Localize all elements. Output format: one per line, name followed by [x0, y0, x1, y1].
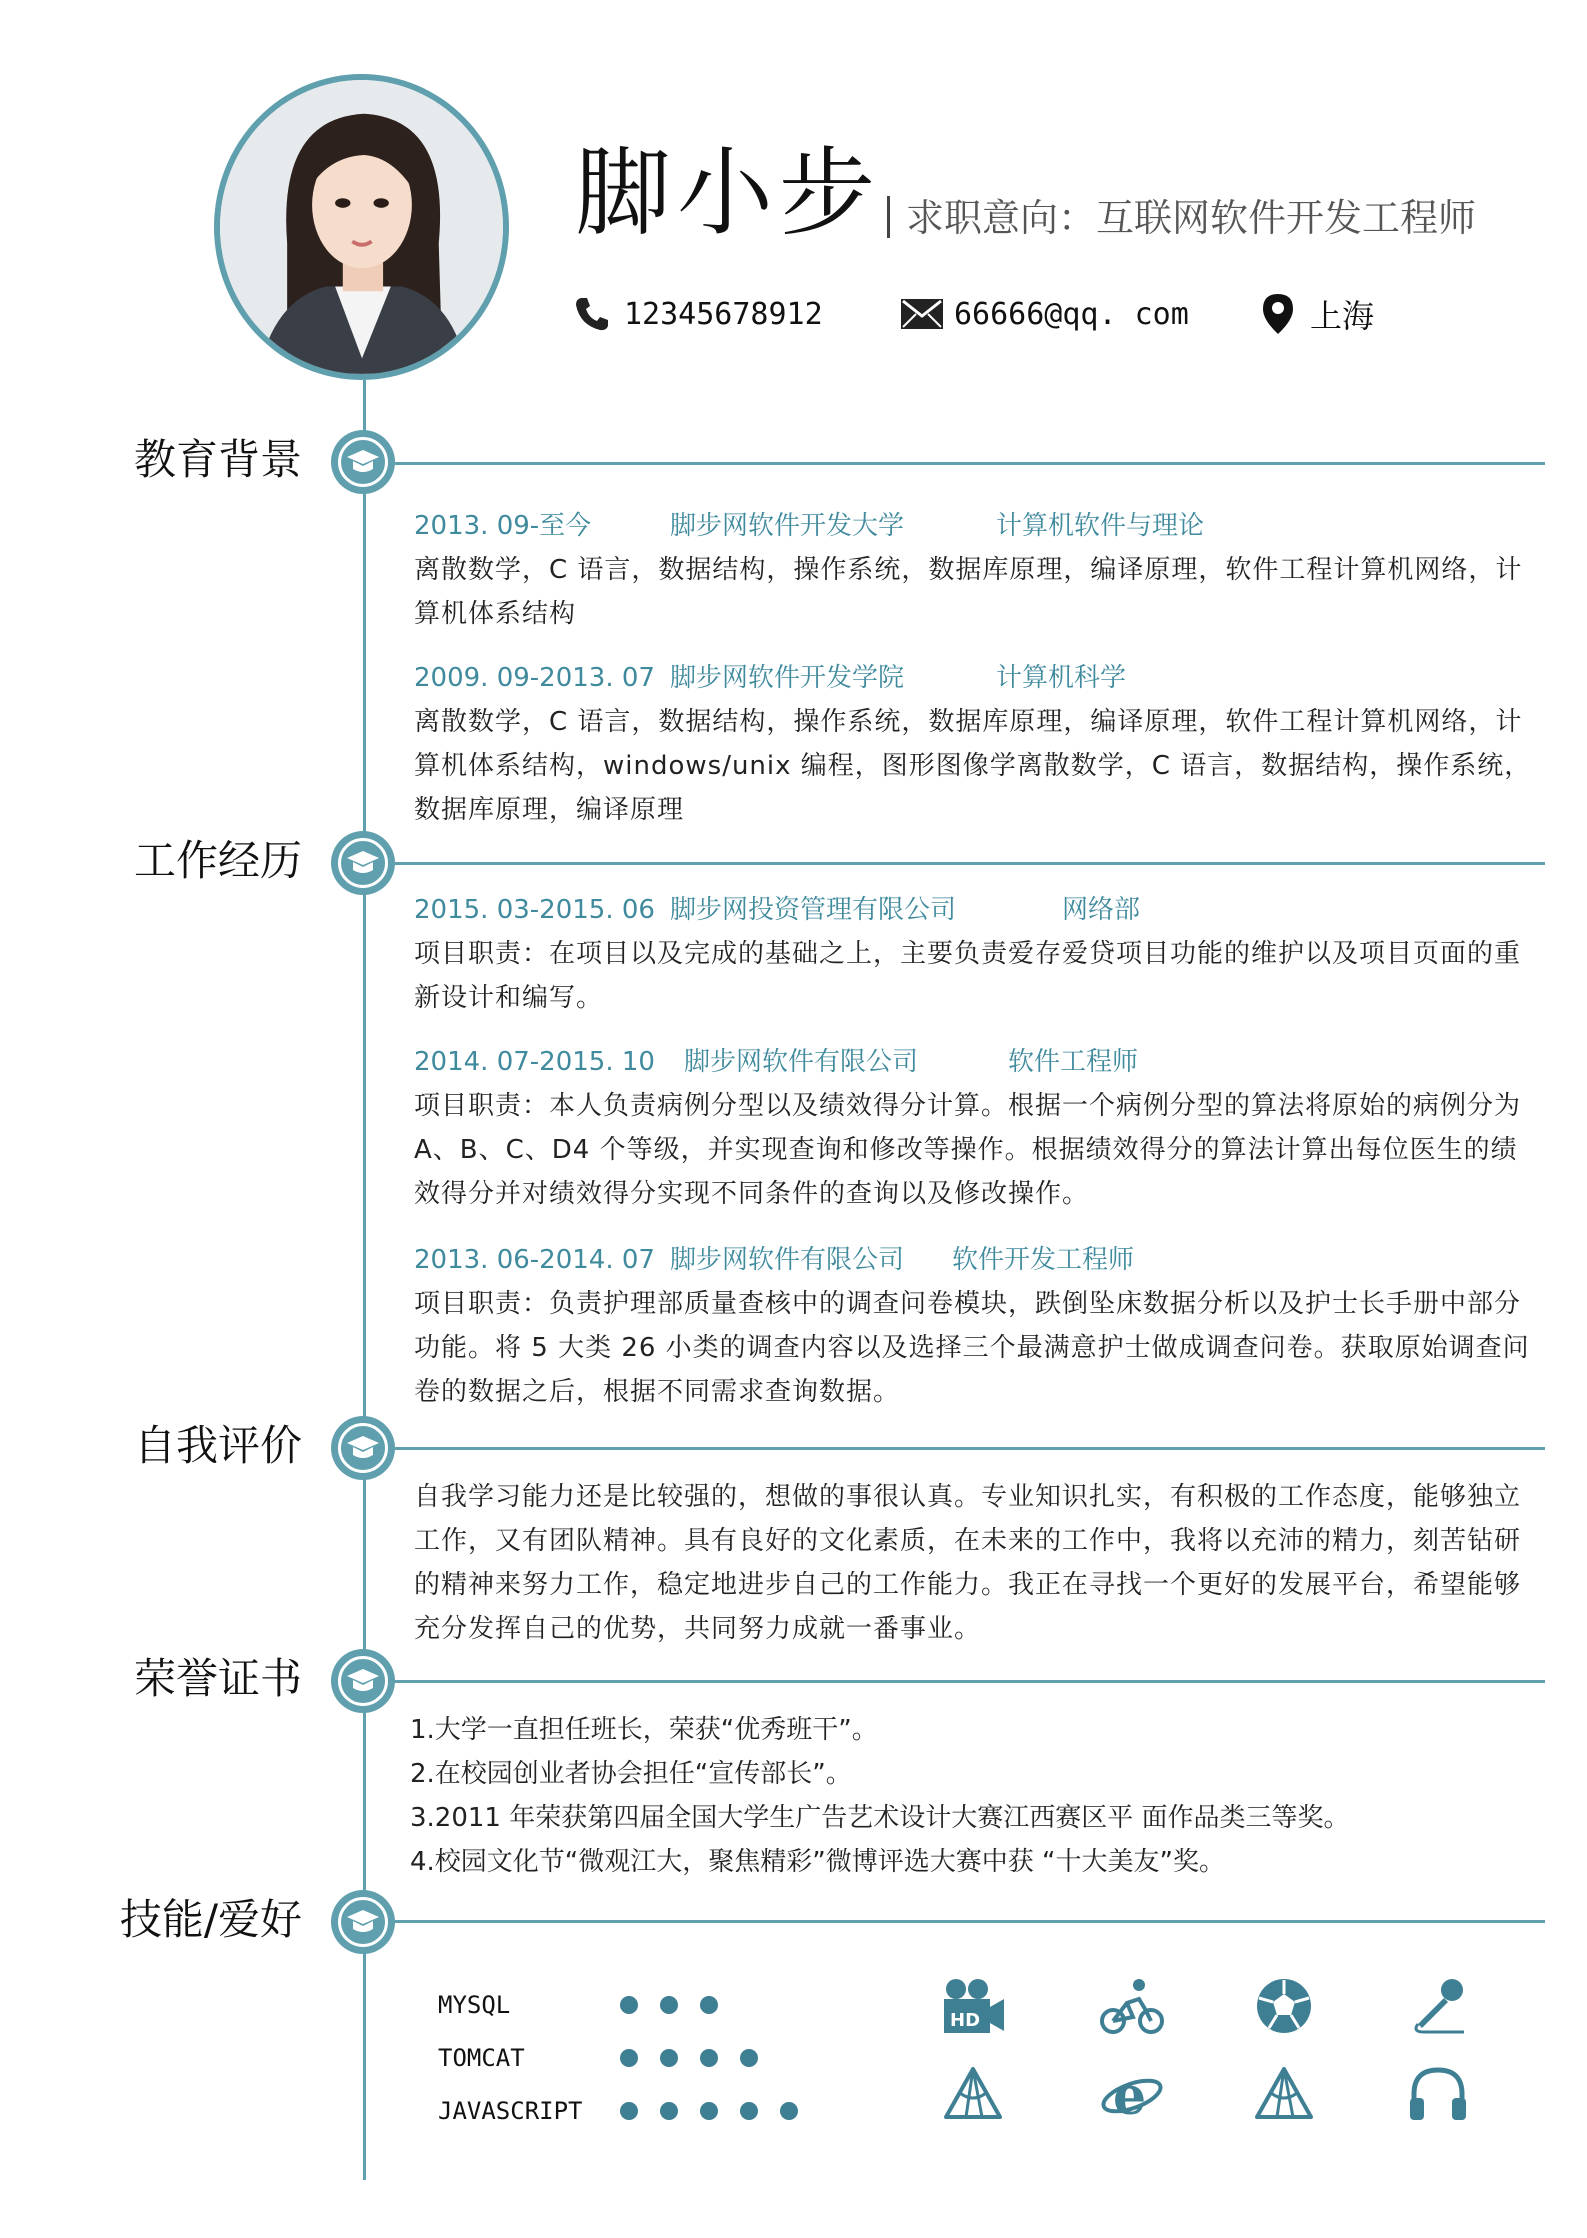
candidate-name: 脚小步: [575, 137, 881, 249]
education-row-head: [414, 506, 1514, 546]
work-date: 2013. 06-2014. 07: [414, 1245, 655, 1275]
skill-dot: [620, 2049, 638, 2067]
svg-text:e: e: [1113, 2066, 1147, 2124]
hd-camera-icon: [937, 1970, 1009, 2042]
section-rule: [395, 1920, 1545, 1923]
work-desc: 项目职责：负责护理部质量查核中的调查问卷模块，跌倒坠床数据分析以及护士长手册中部分功能。将 5 大类 26 小类的调查内容以及选择三个最满意护士做成调查问卷。获取原始调查问卷的数据之后，根据不同需求查询数据。: [414, 1289, 1530, 1407]
list-item: 3.2011 年荣获第四届全国大学生广告艺术设计大赛江西赛区平 面作品类三等奖。: [410, 1803, 1350, 1833]
skill-name: JAVASCRIPT: [438, 2097, 583, 2125]
headphones-icon: [1402, 2058, 1474, 2130]
section-title-self-eval: 自我评价: [133, 1421, 302, 1470]
email-address: 66666@qq. com: [954, 296, 1189, 332]
work-date: 2014. 07-2015. 10: [414, 1047, 655, 1077]
microphone-icon: [1402, 1970, 1474, 2042]
section-title-education: 教育背景: [133, 435, 302, 484]
education-row-head: [414, 658, 1514, 698]
education-major: 计算机软件与理论: [996, 511, 1205, 541]
education-date: 2013. 09-至今: [414, 511, 592, 541]
work-desc: 项目职责：本人负责病例分型以及绩效得分计算。根据一个病例分型的算法将原始的病例分为 A、B、C、D4 个等级，并实现查询和修改等操作。根据绩效得分的算法计算出每位医生的绩效得分并对绩效得分实现不同条件的查询以及修改操作。: [414, 1091, 1522, 1209]
internet-explorer-icon: [1096, 2058, 1168, 2130]
work-row-head: [414, 1240, 1514, 1280]
job-objective: 求职意向：互联网软件开发工程师: [906, 196, 1477, 240]
title-separator: [887, 196, 890, 238]
skill-level: [620, 2040, 780, 2076]
section-title-work: 工作经历: [133, 836, 302, 885]
work-role: 网络部: [1062, 895, 1141, 925]
skill-dot: [660, 1996, 678, 2014]
mail-icon: [900, 292, 944, 336]
work-company: 脚步网软件有限公司: [684, 1047, 919, 1077]
avatar-portrait: [220, 80, 503, 374]
skill-dot: [780, 2102, 798, 2120]
skill-dot: [700, 1996, 718, 2014]
list-item: 1.大学一直担任班长，荣获“优秀班干”。: [410, 1715, 878, 1745]
phone-number: 12345678912: [624, 296, 823, 332]
skill-level: [620, 1987, 740, 2023]
section-title-honors: 荣誉证书: [133, 1654, 302, 1703]
section-rule: [395, 462, 1545, 465]
education-date: 2009. 09-2013. 07: [414, 663, 655, 693]
work-role: 软件工程师: [1008, 1047, 1139, 1077]
education-desc: 离散数学，C 语言，数据结构，操作系统，数据库原理，编译原理，软件工程计算机网络，计算机体系结构，windows/unix 编程，图形图像学离散数学，C 语言，数据结构，操作系统，数据库原理，编译原理: [414, 707, 1532, 825]
phone-icon: [570, 292, 614, 336]
education-major: 计算机科学: [996, 663, 1127, 693]
tent-icon: [937, 2058, 1009, 2130]
education-school: 脚步网软件开发学院: [670, 663, 905, 693]
skill-level: [620, 2093, 820, 2129]
list-item: 2.在校园创业者协会担任“宣传部长”。: [410, 1759, 852, 1789]
graduation-cap-icon: [331, 1890, 395, 1954]
graduation-cap-icon: [331, 831, 395, 895]
work-row-head: [414, 1042, 1514, 1082]
graduation-cap-icon: [331, 1416, 395, 1480]
section-rule: [395, 862, 1545, 865]
graduation-cap-icon: [331, 1649, 395, 1713]
work-company: 脚步网投资管理有限公司: [670, 895, 957, 925]
soccer-ball-icon: [1248, 1970, 1320, 2042]
skill-dot: [620, 2102, 638, 2120]
skill-dot: [740, 2049, 758, 2067]
graduation-cap-icon: [331, 430, 395, 494]
cycling-icon: [1096, 1970, 1168, 2042]
skill-dot: [700, 2102, 718, 2120]
self-eval-desc: 自我学习能力还是比较强的，想做的事很认真。专业知识扎实，有积极的工作态度，能够独立工作，又有团队精神。具有良好的文化素质，在未来的工作中，我将以充沛的精力，刻苦钻研的精神来努力工作，稳定地进步自己的工作能力。我正在寻找一个更好的发展平台，希望能够充分发挥自己的优势，共同努力成就一番事业。: [414, 1482, 1522, 1644]
work-desc: 项目职责：在项目以及完成的基础之上，主要负责爱存爱贷项目功能的维护以及项目页面的重新设计和编写。: [414, 939, 1522, 1013]
contact-email: [900, 290, 1189, 338]
section-rule: [395, 1680, 1545, 1683]
section-title-skills: 技能/爱好: [119, 1895, 302, 1944]
education-desc: 离散数学，C 语言，数据结构，操作系统，数据库原理，编译原理，软件工程计算机网络，计算机体系结构: [414, 555, 1523, 629]
work-date: 2015. 03-2015. 06: [414, 895, 655, 925]
profile-photo: [214, 74, 509, 380]
work-role: 软件开发工程师: [952, 1245, 1135, 1275]
education-school: 脚步网软件开发大学: [670, 511, 905, 541]
location-text: 上海: [1310, 297, 1375, 335]
skill-name: MYSQL: [438, 1991, 511, 2019]
section-rule: [395, 1447, 1545, 1450]
svg-text:HD: HD: [950, 2010, 981, 2031]
skill-dot: [660, 2049, 678, 2067]
skill-dot: [620, 1996, 638, 2014]
skill-dot: [660, 2102, 678, 2120]
contact-location: [1256, 290, 1374, 338]
contact-phone: [570, 290, 823, 338]
location-pin-icon: [1256, 292, 1300, 336]
work-row-head: [414, 890, 1514, 930]
honors-list: [410, 1708, 1540, 1884]
skill-dot: [740, 2102, 758, 2120]
tent-icon: [1248, 2058, 1320, 2130]
list-item: 4.校园文化节“微观江大，聚焦精彩”微博评选大赛中获 “十大美友”奖。: [410, 1847, 1225, 1877]
skill-name: TOMCAT: [438, 2044, 525, 2072]
skill-dot: [700, 2049, 718, 2067]
work-company: 脚步网软件有限公司: [670, 1245, 905, 1275]
